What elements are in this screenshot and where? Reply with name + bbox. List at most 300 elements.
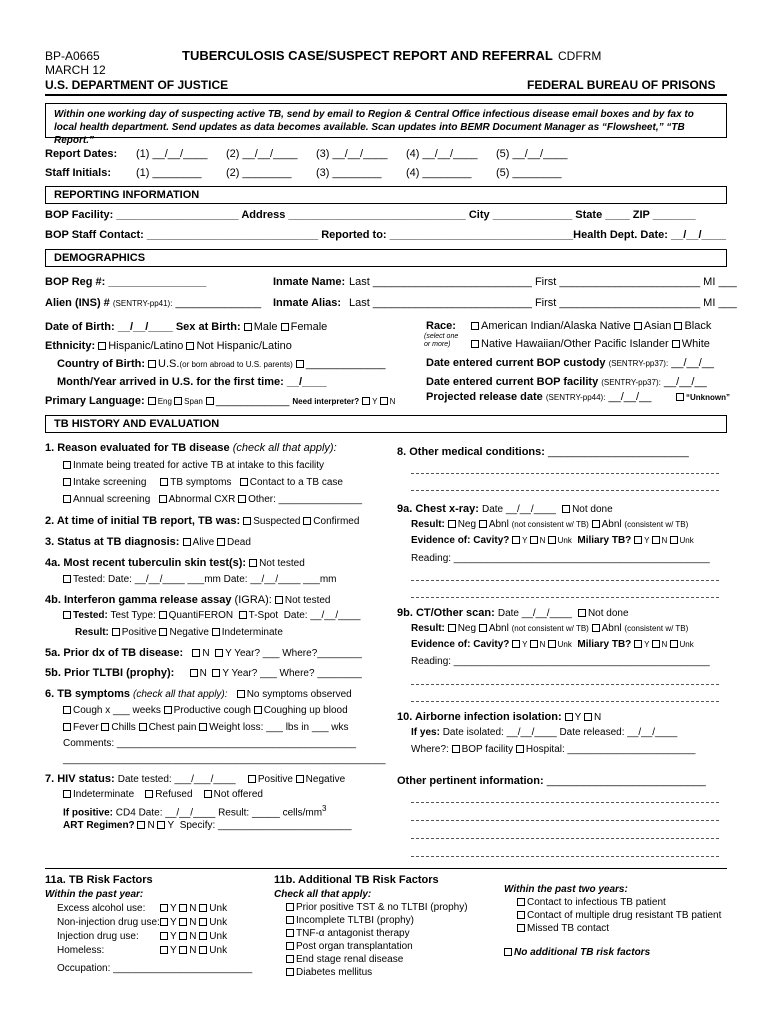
q1-g-checkbox[interactable] xyxy=(238,495,246,503)
q9a-date[interactable]: Date __/__/____ xyxy=(482,504,556,515)
q6-chills-label: Chills xyxy=(111,722,136,733)
q5a-y-label: Y xyxy=(225,648,232,659)
alcohol-unk-checkbox[interactable] xyxy=(199,904,207,912)
q9b-mil-n-checkbox[interactable] xyxy=(652,640,660,648)
history-heading: TB HISTORY AND EVALUATION xyxy=(45,415,727,433)
demographics-heading: DEMOGRAPHICS xyxy=(45,249,727,267)
q9a-mil-n-checkbox[interactable] xyxy=(652,536,660,544)
noninj-n-checkbox[interactable] xyxy=(179,918,187,926)
country-field[interactable] xyxy=(57,358,385,371)
q7-ind-checkbox[interactable] xyxy=(63,790,71,798)
q10-label: 10. Airborne infection isolation: xyxy=(397,711,562,723)
q4b-date[interactable]: Date: __/__/____ xyxy=(283,610,361,621)
instructions-box xyxy=(45,103,727,146)
q10-y-label: Y xyxy=(574,712,582,723)
q1-f-checkbox[interactable] xyxy=(159,495,167,503)
q10-ifyes-label: If yes: xyxy=(411,727,440,738)
not-hispanic-checkbox[interactable] xyxy=(186,342,194,350)
header-rule xyxy=(45,94,727,96)
q4b-label: 4b. Interferon gamma release assay xyxy=(45,594,232,606)
q9b-neg-checkbox[interactable] xyxy=(448,624,456,632)
q9b-mil-n-label: N xyxy=(661,640,668,649)
bop-contact-line[interactable]: BOP Staff Contact: ____________________________ Reported to: ______________________________Health Dept. Date: __/__/____ xyxy=(45,229,727,241)
b6-label: Diabetes mellitus xyxy=(296,967,373,978)
q1-b-checkbox[interactable] xyxy=(63,478,71,486)
race-row-1 xyxy=(471,320,711,333)
q4b-nt-label: Not tested xyxy=(284,595,331,606)
q9b-cav-unk-checkbox[interactable] xyxy=(548,640,556,648)
q9a-cav-unk-checkbox[interactable] xyxy=(548,536,556,544)
q6-fever-checkbox[interactable] xyxy=(63,723,71,731)
b1-checkbox[interactable] xyxy=(286,903,294,911)
q9a-mil-n-label: N xyxy=(661,536,668,545)
q8-label: 8. Other medical conditions: xyxy=(397,446,545,458)
q9b-cav-y-label: Y xyxy=(522,640,528,649)
risk-inj-options xyxy=(160,931,227,943)
q10-hosp-label[interactable]: Hospital: _______________________ xyxy=(525,744,696,755)
us-label: U.S. xyxy=(158,358,180,370)
q9b-cav-y-checkbox[interactable] xyxy=(512,640,520,648)
risk-b3[interactable] xyxy=(286,928,410,940)
q9b-abnl2-label: Abnl xyxy=(601,623,622,634)
q9a-mil-unk-label: Unk xyxy=(679,536,694,545)
dob-sex-field[interactable] xyxy=(45,321,327,334)
risk-c2[interactable] xyxy=(517,910,721,922)
q7-row xyxy=(45,773,345,786)
risk-b4[interactable] xyxy=(286,941,413,953)
q6-chest-checkbox[interactable] xyxy=(139,723,147,731)
q9b-mil-unk-checkbox[interactable] xyxy=(670,640,678,648)
risk-alcohol-options xyxy=(160,903,227,915)
q5b-row xyxy=(45,667,362,680)
q9a-abnl-label: Abnl xyxy=(488,519,509,530)
race-label: Race: xyxy=(426,320,456,332)
inmate-name-field[interactable]: Last __________________________ First _______________________ MI ___ xyxy=(349,276,737,288)
q9b-neg-label: Neg xyxy=(457,623,477,634)
risk-divider xyxy=(45,868,727,869)
custody-date-field[interactable] xyxy=(426,357,714,370)
q9a-neg-checkbox[interactable] xyxy=(448,520,456,528)
q7-pos-checkbox[interactable] xyxy=(248,775,256,783)
facility-date-field[interactable] xyxy=(426,376,707,389)
asian-checkbox[interactable] xyxy=(634,322,642,330)
country-label: Country of Birth: xyxy=(57,358,145,370)
alcohol-y-checkbox[interactable] xyxy=(160,904,168,912)
asian-label: Asian xyxy=(643,320,672,332)
other-info-row[interactable] xyxy=(397,775,706,788)
nhpi-checkbox[interactable] xyxy=(471,340,479,348)
q4b-ind-label: Indeterminate xyxy=(221,627,283,638)
none-label: No additional TB risk factors xyxy=(514,947,651,958)
q9b-line-2[interactable] xyxy=(411,701,719,702)
q9a-mil-y-label: Y xyxy=(644,536,650,545)
homeless-y-label: Y xyxy=(170,945,177,956)
report-dates-label: Report Dates: xyxy=(45,148,118,160)
q8-row[interactable] xyxy=(397,446,689,459)
report-date-5[interactable]: (5) __/__/____ xyxy=(496,148,568,160)
risk-b5[interactable] xyxy=(286,954,403,966)
risk-homeless-options xyxy=(160,945,227,957)
q9b-label: 9b. CT/Other scan: xyxy=(397,607,495,619)
other-line-3[interactable] xyxy=(411,838,719,839)
alcohol-n-checkbox[interactable] xyxy=(179,904,187,912)
inmate-alias-label: Inmate Alias: xyxy=(273,297,342,309)
q3-alive-label: Alive xyxy=(192,537,215,548)
risk-none[interactable] xyxy=(504,947,650,959)
ethnicity-field[interactable] xyxy=(45,340,292,353)
q4a-nt-checkbox[interactable] xyxy=(249,559,257,567)
q5a-y-checkbox[interactable] xyxy=(215,649,223,657)
other-country-checkbox[interactable] xyxy=(296,360,304,368)
b3-checkbox[interactable] xyxy=(286,929,294,937)
inj-unk-checkbox[interactable] xyxy=(199,932,207,940)
q9a-mil-unk-checkbox[interactable] xyxy=(670,536,678,544)
risk-11b-heading: 11b. Additional TB Risk Factors xyxy=(274,874,439,886)
department-label: U.S. DEPARTMENT OF JUSTICE xyxy=(45,78,229,92)
q9a-miliary-label: Miliary TB? xyxy=(577,535,632,546)
q6-prod-checkbox[interactable] xyxy=(164,706,172,714)
q4a-label: 4a. Most recent tuberculin skin test(s): xyxy=(45,557,247,569)
interp-yes-checkbox[interactable] xyxy=(362,397,370,405)
q7-art-row xyxy=(63,820,352,832)
release-sub: (SENTRY-pp44): xyxy=(545,393,606,402)
staff-initials-5[interactable]: (5) ________ xyxy=(496,167,562,179)
c1-checkbox[interactable] xyxy=(517,898,525,906)
homeless-unk-checkbox[interactable] xyxy=(199,946,207,954)
q6-row-2 xyxy=(63,705,348,717)
q10-iso: Date isolated: __/__/____ Date released: __/__/____ xyxy=(442,727,678,738)
bop-facility-line[interactable]: BOP Facility: ____________________ Address _____________________________ City _____________ State ____ ZIP _______ xyxy=(45,209,696,221)
reporting-heading: REPORTING INFORMATION xyxy=(45,186,727,204)
q7-specify[interactable]: Specify: ________________________ xyxy=(179,820,352,831)
q7-ind-label: Indeterminate xyxy=(73,789,135,800)
b4-label: Post organ transplantation xyxy=(296,941,413,952)
q5a-n-label: N xyxy=(202,648,210,659)
unknown-option[interactable] xyxy=(676,393,730,402)
q1-row xyxy=(45,442,337,455)
q1-c-checkbox[interactable] xyxy=(160,478,168,486)
q7-art-y-checkbox[interactable] xyxy=(157,821,165,829)
q4a-tested-line: Tested: Date: __/__/____ ___mm Date: __/__/____ ___mm xyxy=(73,574,337,585)
q9b-result-label: Result: xyxy=(411,623,445,634)
q6-comments-line[interactable]: __________________________________________________________ xyxy=(63,754,386,765)
q9a-ev-label: Evidence of: Cavity? xyxy=(411,535,510,546)
q4b-qf-checkbox[interactable] xyxy=(159,611,167,619)
report-date-4[interactable]: (4) __/__/____ xyxy=(406,148,478,160)
q8-blank: _______________________ xyxy=(547,446,689,458)
homeless-y-checkbox[interactable] xyxy=(160,946,168,954)
staff-initials-4[interactable]: (4) ________ xyxy=(406,167,472,179)
staff-initials-2[interactable]: (2) ________ xyxy=(226,167,292,179)
q7-art-label: ART Regimen? xyxy=(63,820,135,831)
male-checkbox[interactable] xyxy=(244,323,252,331)
q5b-rest[interactable]: Year? ___ Where? ________ xyxy=(231,668,362,679)
q6-comments[interactable]: Comments: ___________________________________________ xyxy=(63,738,357,749)
q9a-c-label: (consistent w/ TB) xyxy=(624,520,689,529)
q9b-mil-y-label: Y xyxy=(644,640,650,649)
white-checkbox[interactable] xyxy=(672,340,680,348)
alien-blank: ______________ xyxy=(175,297,262,309)
none-checkbox[interactable] xyxy=(504,948,512,956)
q6-fever-label: Fever xyxy=(73,722,99,733)
q9b-cav-n-label: N xyxy=(539,640,546,649)
risk-c3[interactable] xyxy=(517,923,609,935)
b3-label: TNF-α antagonist therapy xyxy=(296,928,410,939)
q2-confirmed-checkbox[interactable] xyxy=(303,517,311,525)
other-line-2[interactable] xyxy=(411,820,719,821)
b1-label: Prior positive TST & no TLTBI (prophy) xyxy=(296,902,468,913)
q1-b-label: Intake screening xyxy=(73,477,147,488)
risk-b6[interactable] xyxy=(286,967,372,979)
form-date: MARCH 12 xyxy=(45,63,106,77)
risk-2y-heading: Within the past two years: xyxy=(504,884,628,895)
race-row-2 xyxy=(471,338,710,351)
q9b-line-1[interactable] xyxy=(411,684,719,685)
q7-cd4-sup: 3 xyxy=(322,804,327,813)
risk-homeless-label: Homeless: xyxy=(57,945,105,956)
q4b-tested-row xyxy=(63,610,360,622)
q5b-n-checkbox[interactable] xyxy=(190,669,198,677)
us-checkbox[interactable] xyxy=(148,360,156,368)
b6-checkbox[interactable] xyxy=(286,968,294,976)
q4b-ind-checkbox[interactable] xyxy=(212,628,220,636)
q10-n-checkbox[interactable] xyxy=(584,713,592,721)
risk-b1[interactable] xyxy=(286,902,468,914)
ethnicity-label: Ethnicity: xyxy=(45,340,96,352)
female-checkbox[interactable] xyxy=(281,323,289,331)
q7-cd4: CD4 Date: __/__/____ Result: _____ cells/mm xyxy=(115,807,323,819)
inj-y-checkbox[interactable] xyxy=(160,932,168,940)
risk-noninj-label: Non-injection drug use: xyxy=(57,917,160,928)
report-date-1[interactable]: (1) __/__/____ xyxy=(136,148,208,160)
interpreter-label: Need interpreter? xyxy=(292,397,360,406)
q1-label: 1. Reason evaluated for TB disease xyxy=(45,442,230,454)
country-blank: _____________ xyxy=(305,358,386,370)
q4b-nt-checkbox[interactable] xyxy=(275,596,283,604)
q1-e-checkbox[interactable] xyxy=(63,495,71,503)
q5b-label: 5b. Prior TLTBI (prophy): xyxy=(45,667,175,679)
language-label: Primary Language: xyxy=(45,395,145,407)
q2-suspected-checkbox[interactable] xyxy=(243,517,251,525)
q4a-tested[interactable] xyxy=(63,574,337,586)
q1-f-label: Abnormal CXR xyxy=(168,494,236,505)
aian-checkbox[interactable] xyxy=(471,322,479,330)
q9b-date[interactable]: Date __/__/____ xyxy=(497,608,572,619)
q10-row xyxy=(397,711,601,724)
other-lang-checkbox[interactable] xyxy=(206,397,214,405)
q9a-label: 9a. Chest x-ray: xyxy=(397,503,479,515)
b2-checkbox[interactable] xyxy=(286,916,294,924)
staff-initials-label: Staff Initials: xyxy=(45,167,112,179)
q4b-ts-checkbox[interactable] xyxy=(239,611,247,619)
q4b-neg-label: Negative xyxy=(169,627,209,638)
q5b-y-checkbox[interactable] xyxy=(212,669,220,677)
q9b-nc-label: (not consistent w/ TB) xyxy=(511,624,589,633)
black-checkbox[interactable] xyxy=(674,322,682,330)
interp-no-checkbox[interactable] xyxy=(380,397,388,405)
q9b-mil-y-checkbox[interactable] xyxy=(634,640,642,648)
q6-blood-checkbox[interactable] xyxy=(254,706,262,714)
b4-checkbox[interactable] xyxy=(286,942,294,950)
q7-art-y-label: Y xyxy=(167,820,175,831)
b5-checkbox[interactable] xyxy=(286,955,294,963)
alien-sub: (SENTRY-pp41): xyxy=(112,299,173,308)
q5a-rest[interactable]: Year? ___ Where?________ xyxy=(234,648,362,659)
q5b-n-label: N xyxy=(199,668,207,679)
hispanic-checkbox[interactable] xyxy=(98,342,106,350)
q9b-cav-n-checkbox[interactable] xyxy=(530,640,538,648)
q10-bop-checkbox[interactable] xyxy=(452,745,460,753)
q4a-tested-checkbox[interactable] xyxy=(63,575,71,583)
eng-checkbox[interactable] xyxy=(148,397,156,405)
alien-field[interactable] xyxy=(45,297,261,310)
c1-label: Contact to infectious TB patient xyxy=(527,897,666,908)
q7-noff-checkbox[interactable] xyxy=(204,790,212,798)
q1-d-label: Contact to a TB case xyxy=(249,477,343,488)
q9b-reading[interactable]: Reading: ______________________________________________ xyxy=(411,656,710,667)
male-label: Male xyxy=(253,321,278,333)
b2-label: Incomplete TLTBI (prophy) xyxy=(296,915,415,926)
span-label: Span xyxy=(184,397,203,406)
q4b-igra: (IGRA): xyxy=(234,594,272,606)
alcohol-unk-label: Unk xyxy=(209,903,228,914)
q4a-nt-label: Not tested xyxy=(259,558,305,569)
inmate-alias-field[interactable]: Last __________________________ First _______________________ MI ___ xyxy=(349,297,737,309)
noninj-y-label: Y xyxy=(170,917,177,928)
q9b-abnl2-checkbox[interactable] xyxy=(592,624,600,632)
q10-bop-label: BOP facility xyxy=(461,744,514,755)
inj-n-checkbox[interactable] xyxy=(179,932,187,940)
q3-alive-checkbox[interactable] xyxy=(183,538,191,546)
q9a-mil-y-checkbox[interactable] xyxy=(634,536,642,544)
q6-note: (check all that apply): xyxy=(133,689,228,700)
q9a-nd-checkbox[interactable] xyxy=(562,505,570,513)
q1-d-checkbox[interactable] xyxy=(240,478,248,486)
q9a-cav-y-checkbox[interactable] xyxy=(512,536,520,544)
q6-cough-checkbox[interactable] xyxy=(63,706,71,714)
arrival-field[interactable]: Month/Year arrived in U.S. for the first time: __/____ xyxy=(57,376,327,388)
c3-checkbox[interactable] xyxy=(517,924,525,932)
q7-neg-checkbox[interactable] xyxy=(296,775,304,783)
homeless-n-label: N xyxy=(189,945,197,956)
q4b-pos-checkbox[interactable] xyxy=(112,628,120,636)
noninj-unk-label: Unk xyxy=(209,917,228,928)
q6-none-checkbox[interactable] xyxy=(237,690,245,698)
q9b-mil-unk-label: Unk xyxy=(679,640,694,649)
q9a-cav-n-label: N xyxy=(539,536,546,545)
inj-y-label: Y xyxy=(170,931,177,942)
q4b-tested-checkbox[interactable] xyxy=(63,611,71,619)
q8-line-2[interactable] xyxy=(411,490,719,491)
q1-option-a[interactable] xyxy=(63,460,324,472)
q10-y-checkbox[interactable] xyxy=(565,713,573,721)
release-blank: __/__/__ xyxy=(608,391,652,403)
custody-label: Date entered current BOP custody xyxy=(426,357,606,369)
q7-art-n-checkbox[interactable] xyxy=(137,821,145,829)
homeless-n-checkbox[interactable] xyxy=(179,946,187,954)
q10-where-row xyxy=(411,744,695,756)
q7-ref-label: Refused xyxy=(155,789,193,800)
q7-noff-label: Not offered xyxy=(213,789,263,800)
noninj-unk-checkbox[interactable] xyxy=(199,918,207,926)
custody-blank: __/__/__ xyxy=(671,357,715,369)
q10-dates-row[interactable] xyxy=(411,727,677,739)
form-number: BP-A0665 xyxy=(45,49,100,63)
q9b-nd-checkbox[interactable] xyxy=(578,609,586,617)
unknown-checkbox[interactable] xyxy=(676,393,684,401)
q9a-cav-unk-label: Unk xyxy=(557,536,572,545)
q9a-abnl2-label: Abnl xyxy=(601,519,622,530)
q7-art-n-label: N xyxy=(147,820,155,831)
q1-note: (check all that apply): xyxy=(232,442,337,454)
q5a-n-checkbox[interactable] xyxy=(192,649,200,657)
q9b-abnl-checkbox[interactable] xyxy=(479,624,487,632)
b5-label: End stage renal disease xyxy=(296,954,404,965)
c2-checkbox[interactable] xyxy=(517,911,525,919)
q6-weight-checkbox[interactable] xyxy=(199,723,207,731)
other-line-4[interactable] xyxy=(411,856,719,857)
q9a-cav-n-checkbox[interactable] xyxy=(530,536,538,544)
q8-line-1[interactable] xyxy=(411,473,719,474)
q9b-miliary-label: Miliary TB? xyxy=(577,639,632,650)
noninj-y-checkbox[interactable] xyxy=(160,918,168,926)
alcohol-y-label: Y xyxy=(170,903,177,914)
risk-occupation-field[interactable]: Occupation: _________________________ xyxy=(57,963,253,974)
q3-dead-checkbox[interactable] xyxy=(217,538,225,546)
q6-chills-checkbox[interactable] xyxy=(101,723,109,731)
staff-initials-1[interactable]: (1) ________ xyxy=(136,167,202,179)
q9a-abnl2-checkbox[interactable] xyxy=(592,520,600,528)
nhpi-label: Native Hawaiian/Other Pacific Islander xyxy=(481,338,669,350)
q9b-result-row xyxy=(411,623,688,635)
q7-cd4-row[interactable] xyxy=(63,804,326,819)
language-field[interactable] xyxy=(45,395,395,408)
q7-ifpos-label: If positive: xyxy=(63,807,114,819)
report-date-2[interactable]: (2) __/__/____ xyxy=(226,148,298,160)
alcohol-n-label: N xyxy=(189,903,197,914)
risk-c1[interactable] xyxy=(517,897,666,909)
bop-reg-field[interactable]: BOP Reg #: ________________ xyxy=(45,276,207,288)
release-date-field[interactable] xyxy=(426,391,651,404)
q9a-line-1[interactable] xyxy=(411,580,719,581)
q9a-evidence-row xyxy=(411,535,694,547)
report-date-3[interactable]: (3) __/__/____ xyxy=(316,148,388,160)
risk-b2[interactable] xyxy=(286,915,414,927)
q9a-cav-y-label: Y xyxy=(522,536,528,545)
staff-initials-3[interactable]: (3) ________ xyxy=(316,167,382,179)
homeless-unk-label: Unk xyxy=(209,945,228,956)
q9a-reading[interactable]: Reading: ______________________________________________ xyxy=(411,553,710,564)
bureau-label: FEDERAL BUREAU OF PRISONS xyxy=(527,78,716,92)
risk-11b-sub: Check all that apply: xyxy=(274,889,372,900)
inj-unk-label: Unk xyxy=(209,931,228,942)
q9a-nc-label: (not consistent w/ TB) xyxy=(511,520,589,529)
q7-ref-checkbox[interactable] xyxy=(145,790,153,798)
interp-yes-label: Y xyxy=(372,397,378,406)
q4b-qf-label: QuantiFERON xyxy=(168,610,234,621)
q9a-result-row xyxy=(411,519,688,531)
q1-a-checkbox[interactable] xyxy=(63,461,71,469)
q9a-line-2[interactable] xyxy=(411,597,719,598)
q7-date[interactable]: Date tested: ___/___/____ xyxy=(117,774,236,785)
q10-hosp-checkbox[interactable] xyxy=(516,745,524,753)
q9a-abnl-checkbox[interactable] xyxy=(479,520,487,528)
q6-weight-label: Weight loss: ___ lbs in ___ wks xyxy=(209,722,349,733)
q4b-neg-checkbox[interactable] xyxy=(159,628,167,636)
span-checkbox[interactable] xyxy=(174,397,182,405)
other-line-1[interactable] xyxy=(411,802,719,803)
noninj-n-label: N xyxy=(189,917,197,928)
